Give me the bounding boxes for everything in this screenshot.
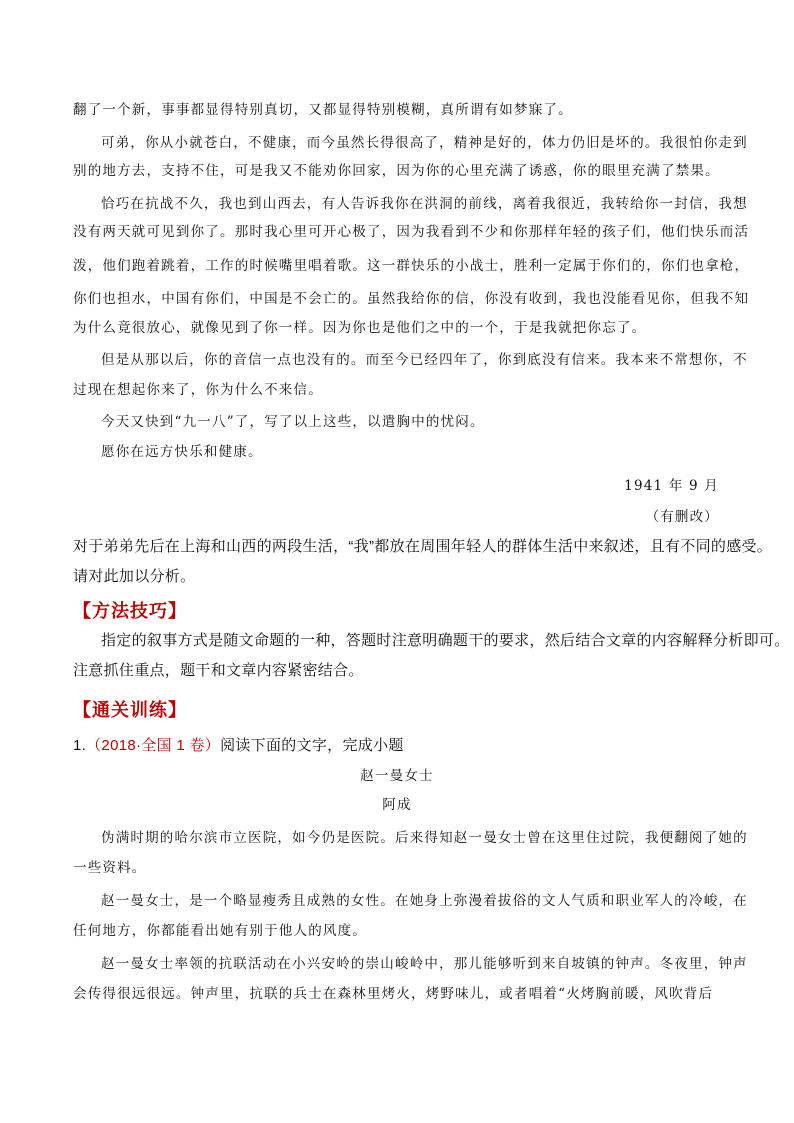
letter-line: 但是从那以后，你的音信一点也没有的。而至今已经四年了，你到底没有信来。我本来不常想你，不 — [101, 352, 748, 368]
letter-line: 没有两天就可见到你了。那时我心里可开心极了，因为我看到不少和你那样年轻的孩子们，他们快乐而活 — [73, 224, 750, 240]
story-author: 阿成 — [382, 797, 412, 813]
method-text: 注意抓住重点，题干和文章内容紧密结合。 — [73, 662, 364, 679]
story-line: 任何地方，你都能看出她有别于他人的风度。 — [73, 923, 367, 939]
letter-date: 1941 年 9 月 — [624, 478, 719, 494]
letter-line: 恰巧在抗战不久，我也到山西去，有人告诉我你在洪洞的前线，离着我很近，我转给你一封信，我想 — [101, 196, 748, 212]
exercise-source: （2018·全国 1 卷） — [86, 737, 221, 754]
letter-line: 为什么竟很放心，就像见到了你一样。因为你也是他们之中的一个，于是我就把你忘了。 — [73, 320, 647, 336]
story-line: 赵一曼女士，是一个略显瘦秀且成熟的女性。在她身上弥漫着拔俗的文人气质和职业军人的冷峻，在 — [101, 893, 748, 909]
method-heading: 【方法技巧】 — [73, 601, 187, 622]
letter-note: （有删改） — [645, 509, 719, 525]
exercise-number: 1. — [73, 737, 87, 754]
exercise-item — [73, 736, 404, 756]
story-line: 伪满时期的哈尔滨市立医院，如今仍是医院。后来得知赵一曼女士曾在这里住过院，我便翻阅了她的 — [101, 830, 748, 846]
letter-line: 别的地方去，支持不住，可是我又不能劝你回家，因为你的心里充满了诱惑，你的眼里充满了禁果。 — [73, 163, 720, 179]
letter-line: 今天又快到“九一八”了，写了以上这些，以遣胸中的忧闷。 — [101, 414, 485, 430]
story-line: 会传得很远很远。钟声里，抗联的兵士在森林里烤火，烤野味儿，或者唱着“火烤胸前暖，风吹背后 — [73, 986, 714, 1002]
letter-line: 泼，他们跑着跳着，工作的时候嘴里唱着歌。这一群快乐的小战士，胜利一定属于你们的，你们也拿枪， — [73, 258, 750, 274]
letter-line: 可弟，你从小就苍白，不健康，而今虽然长得很高了，精神是好的，体力仍旧是坏的。我很怕你走到 — [101, 135, 748, 151]
letter-line: 过现在想起你来了，你为什么不来信。 — [73, 382, 323, 398]
story-line: 一些资料。 — [73, 860, 147, 876]
exercise-instruction: 阅读下面的文字，完成小题 — [220, 737, 404, 754]
letter-line: 翻了一个新，事事都显得特别真切，又都显得特别模糊，真所谓有如梦寐了。 — [73, 102, 573, 118]
letter-line: 愿你在远方快乐和健康。 — [101, 444, 263, 460]
question-text: 请对此加以分析。 — [73, 568, 196, 585]
story-line: 赵一曼女士率领的抗联活动在小兴安岭的崇山峻岭中，那儿能够听到来自坡镇的钟声。冬夜里，钟声 — [101, 956, 748, 972]
letter-line: 你们也担水，中国有你们，中国是不会亡的。虽然我给你的信，你没有收到，我也没能看见你，但我不知 — [73, 291, 750, 307]
story-title: 赵一曼女士 — [360, 768, 434, 784]
training-heading: 【通关训练】 — [73, 700, 187, 721]
question-text: 对于弟弟先后在上海和山西的两段生活，“我”都放在周围年轻人的群体生活中来叙述，且有不同的感受。 — [73, 538, 773, 555]
method-text: 指定的叙事方式是随文命题的一种，答题时注意明确题干的要求，然后结合文章的内容解释分析即可。 — [101, 632, 790, 649]
